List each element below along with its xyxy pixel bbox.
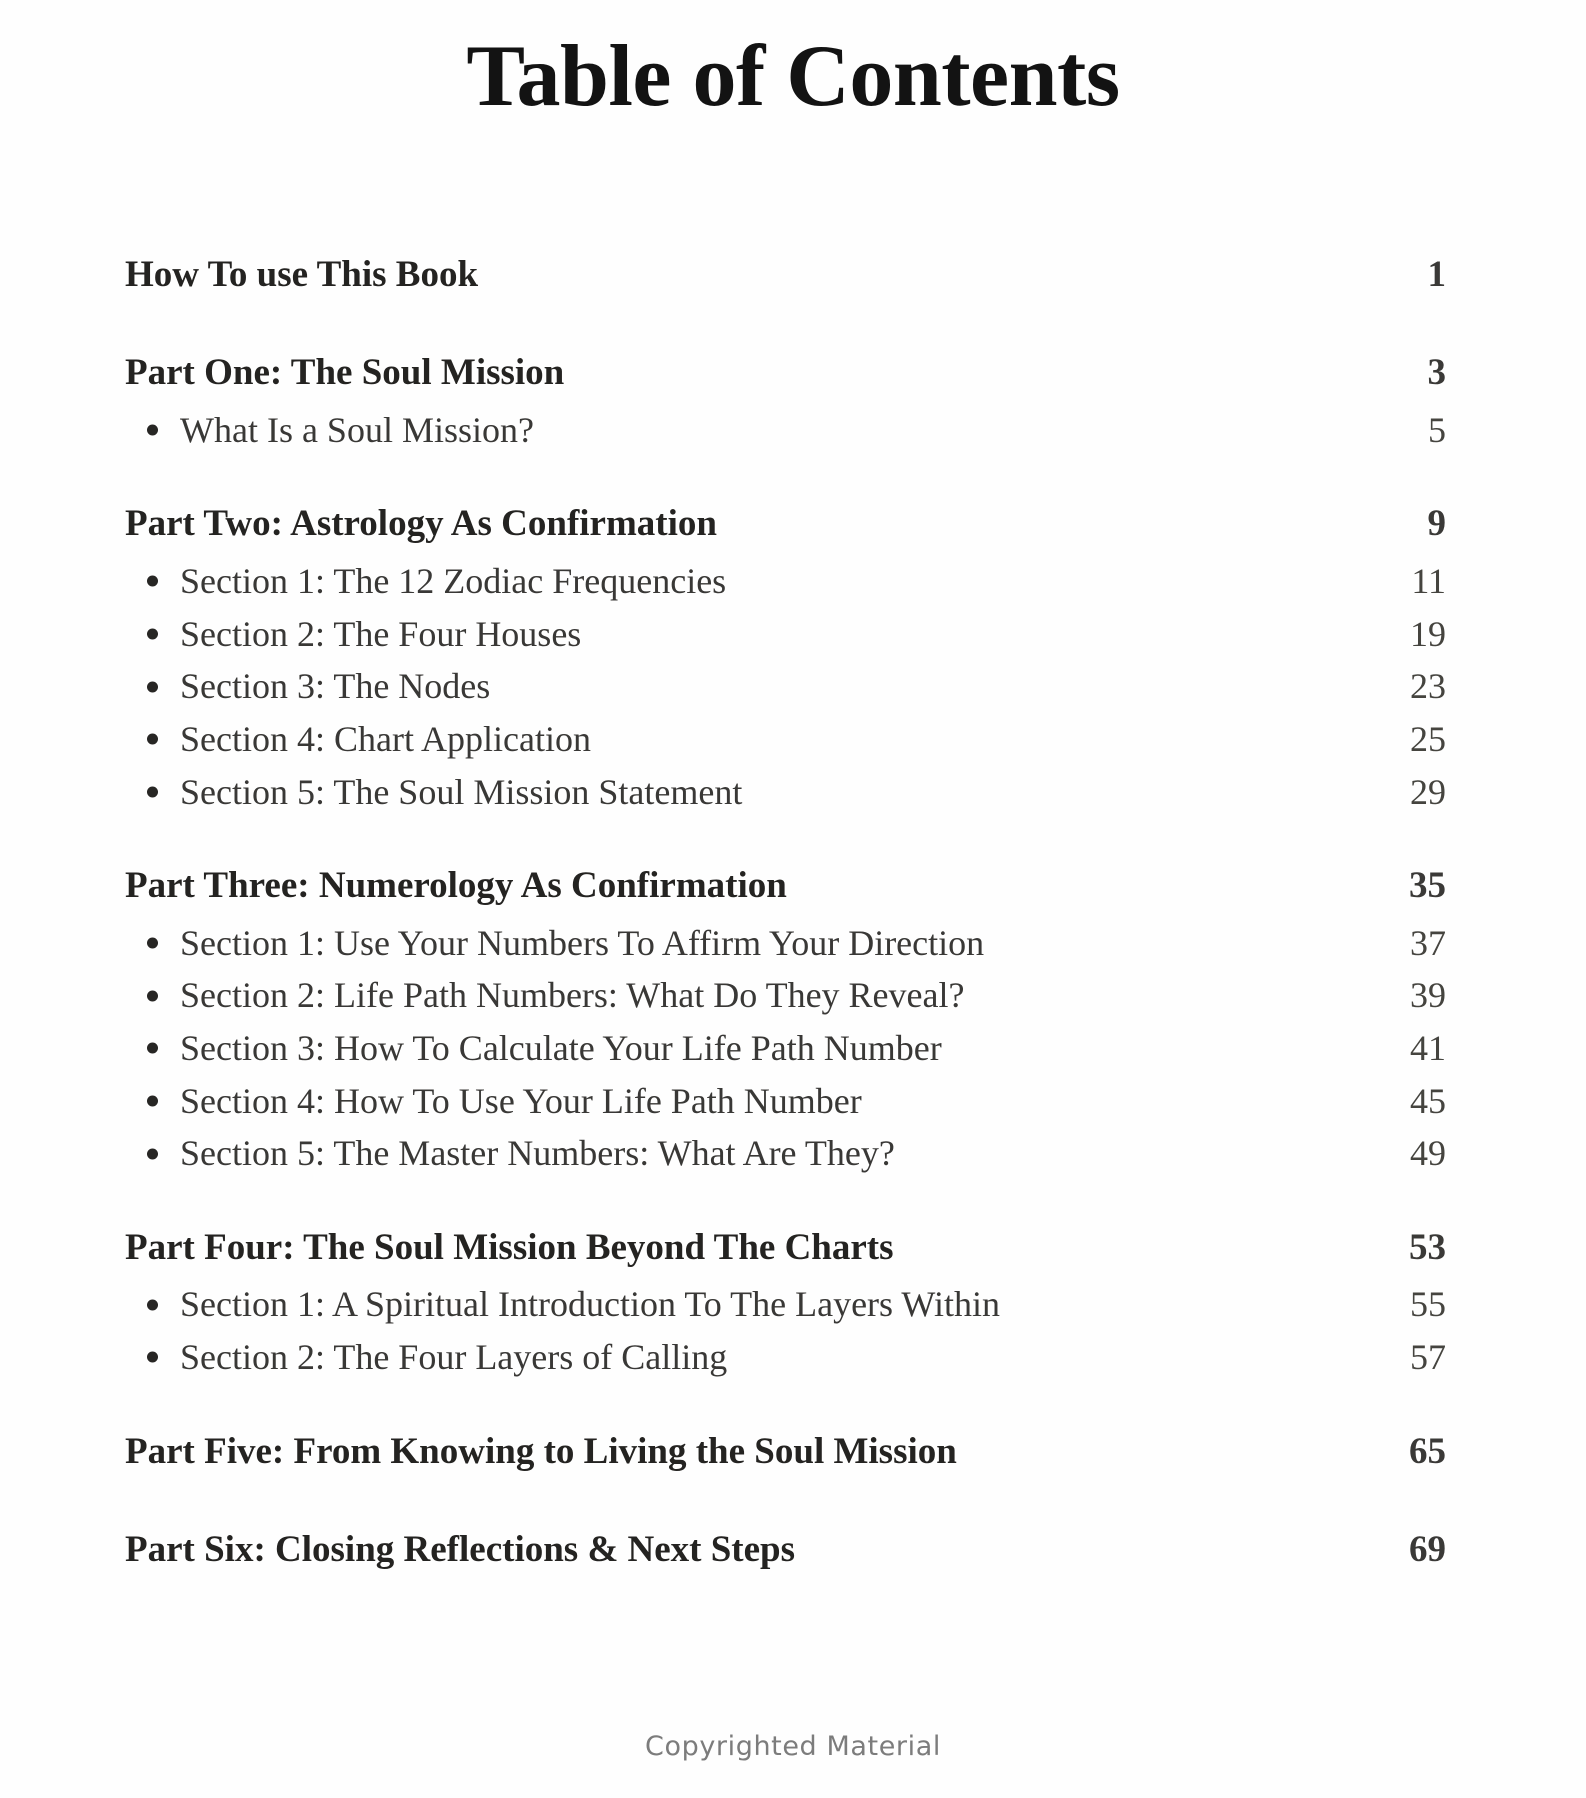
toc-entry-label-text: Section 5: The Master Numbers: What Are They? [180,1133,895,1174]
toc-entry-label-text: Section 1: A Spiritual Introduction To The Layers Within [180,1284,1000,1325]
toc-entry-page-number: 45 [1410,1080,1446,1121]
toc-entry-label [125,612,581,657]
toc-entry-page-number: 55 [1410,1284,1446,1325]
toc-entry-label [125,1026,942,1071]
toc-entry-part-three-section-5[interactable] [125,1127,1446,1180]
toc-entry-page-number: 69 [1409,1529,1446,1571]
toc-entry-page-number: 23 [1410,666,1446,707]
toc-entry-part-two-section-2[interactable] [125,608,1446,661]
toc-entry-part-two-section-1[interactable] [125,555,1446,608]
bullet-icon [147,628,158,639]
toc-entry-part-two-section-3[interactable] [125,660,1446,713]
toc-entry-page-number: 1 [1427,253,1446,295]
toc-entry-label: Part Four: The Soul Mission Beyond The Charts [125,1226,894,1268]
toc-entry-page-number: 11 [1411,561,1446,601]
toc-entry-label-text: Section 2: The Four Houses [180,613,582,654]
bullet-icon [147,1148,158,1159]
toc-entry-page-number: 41 [1410,1027,1446,1068]
bullet-icon [147,1095,158,1106]
copyright-notice: Copyrighted Material [645,1731,941,1762]
bullet-icon [147,734,158,745]
toc-entry-label-text: Section 2: Life Path Numbers: What Do They Reveal? [180,975,965,1016]
toc-entry-part-four-section-2[interactable] [125,1331,1446,1384]
toc-entry-page-number: 9 [1427,503,1446,545]
toc-group-part-three [125,856,1446,1180]
bullet-icon [147,425,158,436]
toc-entry-label [125,408,534,453]
toc-group-part-five [125,1422,1446,1483]
toc-entry-label [125,664,490,709]
toc-entry-label-text: Section 4: How To Use Your Life Path Number [180,1080,862,1121]
toc-entry-label: How To use This Book [125,253,479,295]
bullet-icon [147,576,158,587]
toc-entry-label-text: Section 1: The 12 Zodiac Frequencies [180,561,727,601]
toc-entry-label-text: Section 4: Chart Application [180,718,591,759]
toc-entry-label: Part Five: From Knowing to Living the Soul Mission [125,1430,957,1472]
toc-entry-label: Part One: The Soul Mission [125,352,565,394]
toc-entry-label [125,1335,727,1380]
toc-entry-label-text: Section 2: The Four Layers of Calling [180,1337,728,1378]
toc-group-part-two [125,494,1446,818]
toc-entry-part-two[interactable] [125,494,1446,555]
bullet-icon [147,786,158,797]
toc-entry-label-text: Section 1: Use Your Numbers To Affirm Your Direction [180,922,985,963]
toc-entry-part-three-section-3[interactable] [125,1022,1446,1075]
toc-entry-part-one[interactable] [125,343,1446,404]
toc-entry-page-number: 39 [1410,975,1446,1016]
toc-entry-page-number: 35 [1409,865,1446,907]
toc-entry-page-number: 57 [1410,1337,1446,1378]
toc-group-part-one [125,343,1446,456]
toc-entry-part-one-section-1[interactable] [125,404,1446,457]
toc-group-how-to [125,245,1446,306]
toc-entry-label-text: What Is a Soul Mission? [180,409,534,450]
toc-entry-page-number: 65 [1409,1430,1446,1472]
bullet-icon [147,1299,158,1310]
toc-entry-label [125,559,726,604]
toc-entry-page-number: 53 [1409,1226,1446,1268]
toc-entry-list [0,245,1586,1581]
toc-entry-label-text: Section 3: The Nodes [180,666,491,707]
toc-entry-page-number: 29 [1410,771,1446,812]
toc-entry-part-two-section-5[interactable] [125,766,1446,819]
toc-entry-how-to-use-this-book[interactable] [125,245,1446,306]
toc-entry-label [125,1131,895,1176]
toc-entry-page-number: 25 [1410,718,1446,759]
toc-entry-label [125,1079,862,1124]
toc-entry-label [125,973,964,1018]
toc-entry-label: Part Six: Closing Reflections & Next Steps [125,1529,796,1571]
page-title: Table of Contents [466,28,1120,125]
toc-entry-part-four[interactable] [125,1218,1446,1279]
toc-entry-page-number: 19 [1410,613,1446,654]
toc-entry-label: Part Two: Astrology As Confirmation [125,503,717,545]
toc-entry-part-two-section-4[interactable] [125,713,1446,766]
toc-entry-part-five[interactable] [125,1422,1446,1483]
toc-entry-part-three-section-2[interactable] [125,969,1446,1022]
toc-entry-part-six[interactable] [125,1520,1446,1581]
toc-entry-page-number: 37 [1410,922,1446,963]
toc-entry-label-text: Section 3: How To Calculate Your Life Path Number [180,1027,942,1068]
toc-entry-page-number: 49 [1410,1133,1446,1174]
bullet-icon [147,1352,158,1363]
toc-entry-label [125,921,984,966]
toc-entry-label-text: Section 5: The Soul Mission Statement [180,771,743,812]
toc-group-part-six [125,1520,1446,1581]
toc-entry-part-three-section-1[interactable] [125,917,1446,970]
bullet-icon [147,1043,158,1054]
toc-entry-part-three-section-4[interactable] [125,1075,1446,1128]
toc-entry-label [125,1282,1000,1327]
toc-entry-label [125,770,742,815]
toc-entry-page-number: 3 [1427,352,1446,394]
toc-entry-page-number: 5 [1428,409,1446,450]
toc-entry-part-four-section-1[interactable] [125,1278,1446,1331]
bullet-icon [147,990,158,1001]
toc-group-part-four [125,1218,1446,1384]
bullet-icon [147,681,158,692]
toc-entry-label: Part Three: Numerology As Confirmation [125,865,787,907]
toc-entry-part-three[interactable] [125,856,1446,917]
bullet-icon [147,938,158,949]
toc-entry-label [125,717,591,762]
